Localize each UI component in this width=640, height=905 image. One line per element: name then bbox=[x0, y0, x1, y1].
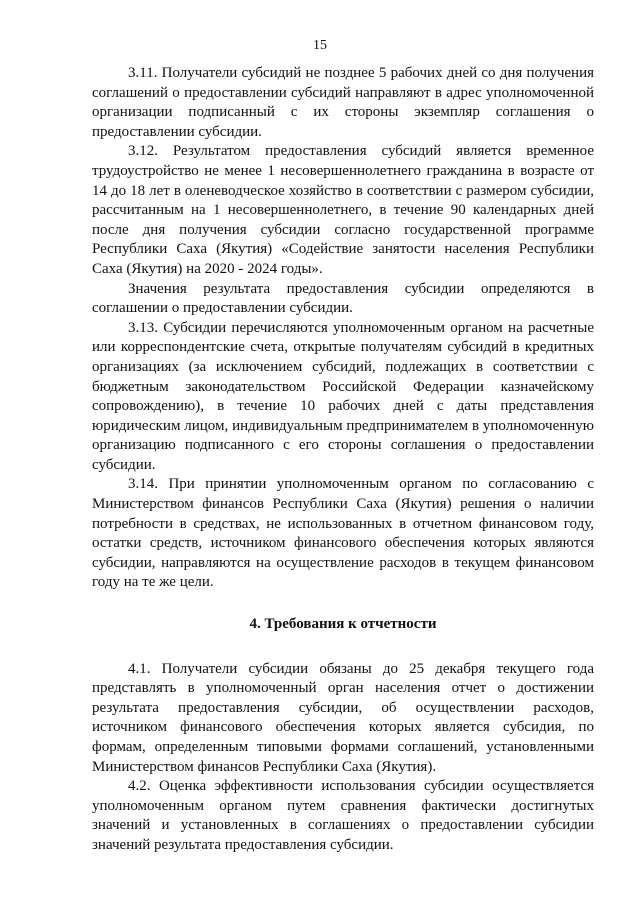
paragraph-4-1: 4.1. Получатели субсидии обязаны до 25 декабря текущего года представлять в уполномоченный орган населения отчет о достижении результата предоставления субсидии, об осуществлении расходов, источником финансового обеспечения которых является субсидия, по формам, определенным типовыми формами соглашений, установленными Министерством финансов Республики Саха (Якутия). bbox=[92, 660, 594, 775]
paragraph-4-2: 4.2. Оценка эффективности использования субсидии осуществляется уполномоченным органом путем сравнения фактически достигнутых значений и установленных в соглашениях о предоставлении субсидии значений результата предоставления субсидии. bbox=[92, 778, 594, 853]
document-body bbox=[92, 64, 594, 856]
paragraph-result-values: Значения результата предоставления субсидии определяются в соглашении о предоставлении субсидии. bbox=[92, 280, 594, 317]
paragraph-3-14: 3.14. При принятии уполномоченным органом по согласованию с Министерством финансов Республики Саха (Якутия) решения о наличии потребности в средствах, не использованных в отчетном финансовом году, остатки средств, источником финансового обеспечения которых являются субсидии, направляются на осуществление расходов в текущем финансовом году на те же цели. bbox=[92, 476, 594, 591]
paragraph-3-13: 3.13. Субсидии перечисляются уполномоченным органом на расчетные или корреспондентские счета, открытые получателям субсидий в кредитных организациях (за исключением субсидий, подлежащих в соответствии с бюджетным законодательством Российской Федерации казначейскому сопровождению), в течение 10 рабочих дней с даты представления юридическим лицом, индивидуальным предпринимателем в уполномоченную организацию подписанного с его стороны соглашения о предоставлении субсидии. bbox=[92, 319, 594, 473]
page-number: 15 bbox=[313, 38, 327, 53]
section-heading: 4. Требования к отчетности bbox=[249, 616, 437, 633]
paragraph-3-11: 3.11. Получатели субсидий не позднее 5 рабочих дней со дня получения соглашений о предоставлении субсидий направляют в адрес уполномоченной организации подписанный с их стороны экземпляр соглашения о предоставлении субсидии. bbox=[92, 65, 594, 140]
paragraph-3-12: 3.12. Результатом предоставления субсидий является временное трудоустройство не менее 1 несовершеннолетнего гражданина в возрасте от 14 до 18 лет в оленеводческое хозяйство в соответствии с размером субсидии, рассчитанным на 1 несовершеннолетнего, в течение 90 календарных дней после дня получения субсидии согласно государственной программе Республики Саха (Якутия) «Содействие занятости населения Республики Саха (Якутия) на 2020 - 2024 годы». bbox=[92, 143, 594, 277]
